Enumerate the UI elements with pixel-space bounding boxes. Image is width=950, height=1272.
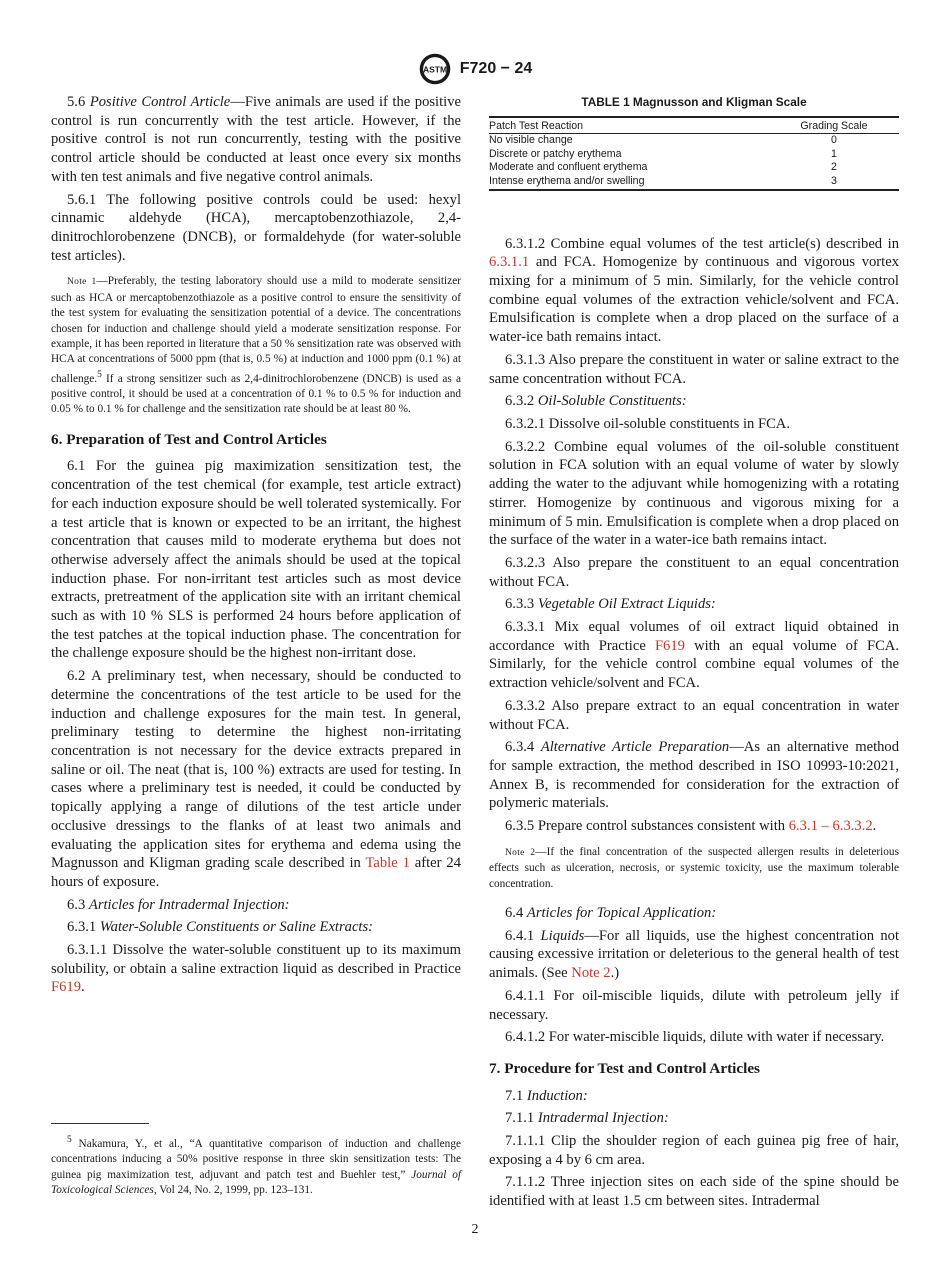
para-7-1: 7.1 Induction: bbox=[505, 1087, 588, 1104]
para-6-2: 6.2 A preliminary test, when necessary, should be conducted to determine the concentrations of the test article to be used for the induction and challenge exposures for the main test. In general, preliminary testing to determine the highest non-irritating concentration is not necessary for the device extracts prepared in saline or oil. The neat (that is, 100 %) extracts are used for testing. In cases where a preliminary test is needed, it could be conducted by topically applying a range of dilutions of the test article under occlusive dressings to the flanks of at least two animals and evaluating the application sites for erythema and edema using the Magnusson and Kligman grading scale described in Table 1 after 24 hours of exposure. bbox=[51, 668, 461, 890]
para-7-1-1-2: 7.1.1.2 Three injection sites on each side of the spine should be identified with at least 1.5 cm between sites. Intradermal bbox=[489, 1174, 899, 1210]
para-6-3-1-3: 6.3.1.3 Also prepare the constituent in water or saline extract to the same concentration without FCA. bbox=[489, 351, 899, 387]
para-5-6: 5.6 Positive Control Article—Five animals are used if the positive control is run concurrently with the test article. However, if the positive control is not run concurrently, testing with the positive control article should be conducted at least once every six months with ten test animals and five negative control animals. bbox=[51, 94, 461, 185]
para-7-1-1: 7.1.1 Intradermal Injection: bbox=[505, 1110, 669, 1127]
para-6-3: 6.3 Articles for Intradermal Injection: bbox=[67, 896, 290, 913]
note-2-link[interactable]: Note 2 bbox=[571, 965, 611, 982]
para-6-3-1-1-link[interactable]: 6.3.1.1 bbox=[489, 254, 530, 271]
page-header bbox=[0, 52, 950, 86]
para-6-4-1-2: 6.4.1.2 For water-miscible liquids, dilute with water if necessary. bbox=[505, 1029, 885, 1046]
para-6-3-3-1: 6.3.3.1 Mix equal volumes of oil extract liquid obtained in accordance with Practice F619 with an equal volume of FCA. Similarly, for the vehicle control combine equal volumes of the extraction vehicle/solvent and FCA. bbox=[489, 619, 899, 692]
para-6-3-1-1: 6.3.1.1 Dissolve the water-soluble constituent up to its maximum solubility, or obtain a saline extraction liquid as described in Practice F619. bbox=[51, 942, 461, 996]
note-1: Note 1—Preferably, the testing laboratory should use a mild to moderate sensitizer such as HCA or mercaptobenzothiazole as a positive control to ensure the sensitivity of the test system for evaluating the sensitization potential of a device. The concentrations chosen for induction and challenge should yield a moderate sensitization response. For example, it has been reported in literature that a 50 % sensitization rate was observed with HCA at concentrations of 5000 ppm (that is, 0.5 %) at induction and 1000 ppm (0.1 %) at challenge.$^5$ If a strong sensitizer such as 2,4-dinitrochlorobenzene (DNCB) is used as a positive control, it should be used at a concentration of 0.1 % to 0.5 % for induction and 0.05 % to 0.1 % for challenge and the sensitization rate should be at least 80 %. bbox=[51, 275, 461, 416]
footnote-5: $^5$ Nakamura, Y., et al., “A quantitative comparison of induction and challenge concentrations inducing a 50% positive response in three skin sensitization tests: The guinea pig maximization test, adjuvant and patch test and Buehler test,” Journal of Toxicological Sciences, Vol 24, No. 2, 1999, pp. 123–131. bbox=[51, 1135, 461, 1196]
para-6-3-1: 6.3.1 Water-Soluble Constituents or Saline Extracts: bbox=[67, 919, 374, 936]
right-column bbox=[489, 93, 899, 1215]
para-6-3-3-2: 6.3.3.2 Also prepare extract to an equal concentration in water without FCA. bbox=[489, 697, 899, 733]
svg-text:ASTM: ASTM bbox=[422, 64, 447, 75]
standard-designation: F720 − 24 bbox=[459, 60, 533, 77]
para-6-3-1-2: 6.3.1.2 Combine equal volumes of the test article(s) described in 6.3.1.1 and FCA. Homogenize by continuous and vigorous vortex mixing for a minimum of 5 min. Similarly, for the vehicle control combine equal volumes of the extraction vehicle/solvent and FCA. Emulsification is complete when a drop placed on the surface of a water-ice bath remains intact. bbox=[489, 235, 899, 346]
f619-link[interactable]: F619 bbox=[51, 979, 82, 996]
column-header: Grading Scale bbox=[769, 117, 899, 134]
para-7-1-1-1: 7.1.1.1 Clip the shoulder region of each guinea pig free of hair, exposing a 4 by 6 cm area. bbox=[489, 1133, 899, 1168]
table-row: Intense erythema and/or swelling 3 bbox=[489, 175, 899, 190]
para-6-1: 6.1 For the guinea pig maximization sensitization test, the concentration of the test chemical (for example, test article extract) for each induction exposure should be well tolerated systemically. For a test article that is known or expected to be an irritant, the highest concentration that causes mild to moderate erythema but does not otherwise adversely affect the animals should be used at the topical induction phase. For non-irritant test articles such as most device extracts, pretreatment of the application site with an irritant chemical such as with 10 % SLS is performed 24 hours before application of the test patches at the topical induction phase. The concentration for the challenge exposure should be the highest non-irritant dose. bbox=[51, 458, 461, 662]
para-6-4: 6.4 Articles for Topical Application: bbox=[505, 904, 717, 921]
para-6-3-2-2: 6.3.2.2 Combine equal volumes of the oil-soluble constituent solution in FCA solution with an equal volume of water by slowly adding the water to the adjuvant while homogenizing with a rotating stirrer. Homogenize by continuous and vigorous mixing for a minimum of 5 min. Emulsification is complete when a drop placed on the surface of the water in a water-ice bath remains intact. bbox=[489, 438, 899, 549]
section-7-heading: 7. Procedure for Test and Control Articles bbox=[489, 1059, 760, 1077]
column-header: Patch Test Reaction bbox=[489, 117, 769, 134]
para-6-3-3: 6.3.3 Vegetable Oil Extract Liquids: bbox=[505, 596, 716, 613]
table-row: Moderate and confluent erythema 2 bbox=[489, 161, 837, 174]
para-6-4-1: 6.4.1 Liquids—For all liquids, use the highest concentration not causing excessive irritation or deleterious to the general health of test animals. (See Note 2.) bbox=[489, 927, 899, 982]
para-6-4-1-1: 6.4.1.1 For oil-miscible liquids, dilute with petroleum jelly if necessary. bbox=[489, 987, 899, 1023]
table-row: Discrete or patchy erythema 1 bbox=[489, 147, 837, 160]
para-6-3-2-1: 6.3.2.1 Dissolve oil-soluble constituents in FCA. bbox=[505, 416, 790, 432]
section-6-heading: 6. Preparation of Test and Control Articles bbox=[51, 430, 327, 448]
table-1-title: TABLE 1 Magnusson and Kligman Scale bbox=[581, 95, 807, 109]
magnusson-kligman-table bbox=[489, 116, 899, 191]
f619-link[interactable]: F619 bbox=[654, 637, 685, 654]
para-6-3-2-3: 6.3.2.3 Also prepare the constituent to an equal concentration without FCA. bbox=[489, 554, 899, 590]
note-2: Note 2—If the final concentration of the suspected allergen results in deleterious effects such as ulceration, necrosis, or systemic toxicity, use the maximum tolerable concentration. bbox=[489, 845, 899, 890]
table-1-link[interactable]: Table 1 bbox=[365, 855, 410, 872]
astm-logo-icon bbox=[418, 52, 452, 86]
para-5-6-1: 5.6.1 The following positive controls could be used: hexyl cinnamic aldehyde (HCA), mercaptobenzothiazole, 2,4-dinitrochlorobenzene (DNCB), or formaldehyde (for water-soluble test articles). bbox=[51, 191, 461, 264]
footnote-rule bbox=[51, 1123, 149, 1124]
para-6-3-5: 6.3.5 Prepare control substances consistent with 6.3.1 – 6.3.3.2. bbox=[505, 818, 877, 835]
para-6-3-4: 6.3.4 Alternative Article Preparation—As an alternative method for sample extraction, the method described in ISO 10993-10:2021, Annex B, is recommended for consideration for the extraction of polymeric materials. bbox=[489, 739, 900, 812]
para-6-3-2: 6.3.2 Oil-Soluble Constituents: bbox=[505, 393, 687, 410]
table-row: No visible change 0 bbox=[489, 134, 837, 147]
left-column bbox=[51, 93, 461, 1001]
section-range-link[interactable]: 6.3.1 – 6.3.3.2 bbox=[788, 818, 873, 835]
page-number: 2 bbox=[471, 1222, 479, 1237]
